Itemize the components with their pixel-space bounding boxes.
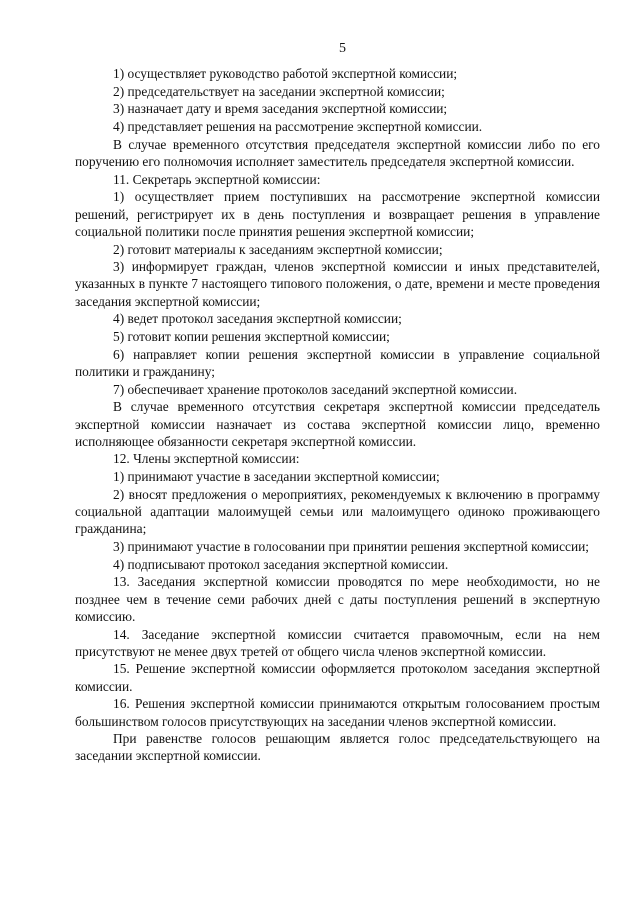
paragraph-secretary-duty-4: 4) ведет протокол заседания экспертной комиссии; (113, 311, 402, 327)
paragraph-secretary-duty-3: 3) информирует граждан, членов экспертной комиссии и иных представителей, указанных в пункте 7 настоящего типового положения, о дате, времени и месте проведения заседания экспертной комиссии; (75, 259, 600, 309)
paragraph-member-duty-2: 2) вносят предложения о мероприятиях, рекомендуемых к включению в программу социальной адаптации малоимущей семьи или малоимущего одиноко проживающего гражданина; (75, 486, 600, 537)
paragraph-chair-absence: В случае временного отсутствия председателя экспертной комиссии либо по его поручению его полномочия исполняет заместитель председателя экспертной комиссии. (75, 136, 600, 170)
paragraph-section-16: 16. Решения экспертной комиссии принимаются открытым голосованием простым большинством голосов присутствующих на заседании членов экспертной комиссии. (75, 696, 600, 729)
paragraph-secretary-duty-2: 2) готовит материалы к заседаниям экспертной комиссии; (113, 241, 443, 257)
page-number: 5 (339, 41, 346, 56)
paragraph-member-duty-1: 1) принимают участие в заседании экспертной комиссии; (113, 469, 440, 485)
paragraph-secretary-duty-5: 5) готовит копии решения экспертной комиссии; (113, 329, 390, 345)
paragraph-chair-duty-3: 3) назначает дату и время заседания экспертной комиссии; (113, 101, 448, 117)
paragraph-section-12-heading: 12. Члены экспертной комиссии: (113, 451, 300, 467)
paragraph-section-14: 14. Заседание экспертной комиссии считается правомочным, если на нем присутствуют не менее двух третей от общего числа членов экспертной комиссии. (75, 626, 600, 659)
paragraph-chair-duty-2: 2) председательствует на заседании экспертной комиссии; (113, 83, 445, 99)
paragraph-secretary-duty-1: 1) осуществляет прием поступивших на рассмотрение экспертной комиссии решений, регистрирует их в день поступления и возвращает решения в управление социальной политики после принятия решения экспертной комиссии; (75, 189, 600, 239)
paragraph-secretary-duty-6: 6) направляет копии решения экспертной комиссии в управление социальной политики и гражданину; (75, 346, 600, 379)
paragraph-chair-duty-1: 1) осуществляет руководство работой экспертной комиссии; (113, 66, 458, 81)
paragraph-secretary-absence: В случае временного отсутствия секретаря экспертной комиссии председатель экспертной комиссии назначает из состава экспертной комиссии лицо, временно исполняющее обязанности секретаря экспертной комиссии. (75, 399, 600, 449)
paragraph-member-duty-3: 3) принимают участие в голосовании при принятии решения экспертной комиссии; (113, 538, 590, 554)
paragraph-chair-duty-4: 4) представляет решения на рассмотрение экспертной комиссии. (113, 119, 483, 135)
document-page (75, 40, 600, 765)
paragraph-secretary-duty-7: 7) обеспечивает хранение протоколов заседаний экспертной комиссии. (113, 381, 518, 397)
paragraph-section-15: 15. Решение экспертной комиссии оформляется протоколом заседания экспертной комиссии. (75, 661, 600, 694)
paragraph-member-duty-4: 4) подписывают протокол заседания экспертной комиссии. (113, 556, 449, 572)
paragraph-tie-vote: При равенстве голосов решающим является голос председательствующего на заседании экспертной комиссии. (75, 731, 600, 764)
paragraph-section-11-heading: 11. Секретарь экспертной комиссии: (113, 171, 321, 187)
paragraph-section-13: 13. Заседания экспертной комиссии проводятся по мере необходимости, но не позднее чем в течение семи рабочих дней с даты поступления решений в экспертную комиссию. (75, 574, 600, 624)
